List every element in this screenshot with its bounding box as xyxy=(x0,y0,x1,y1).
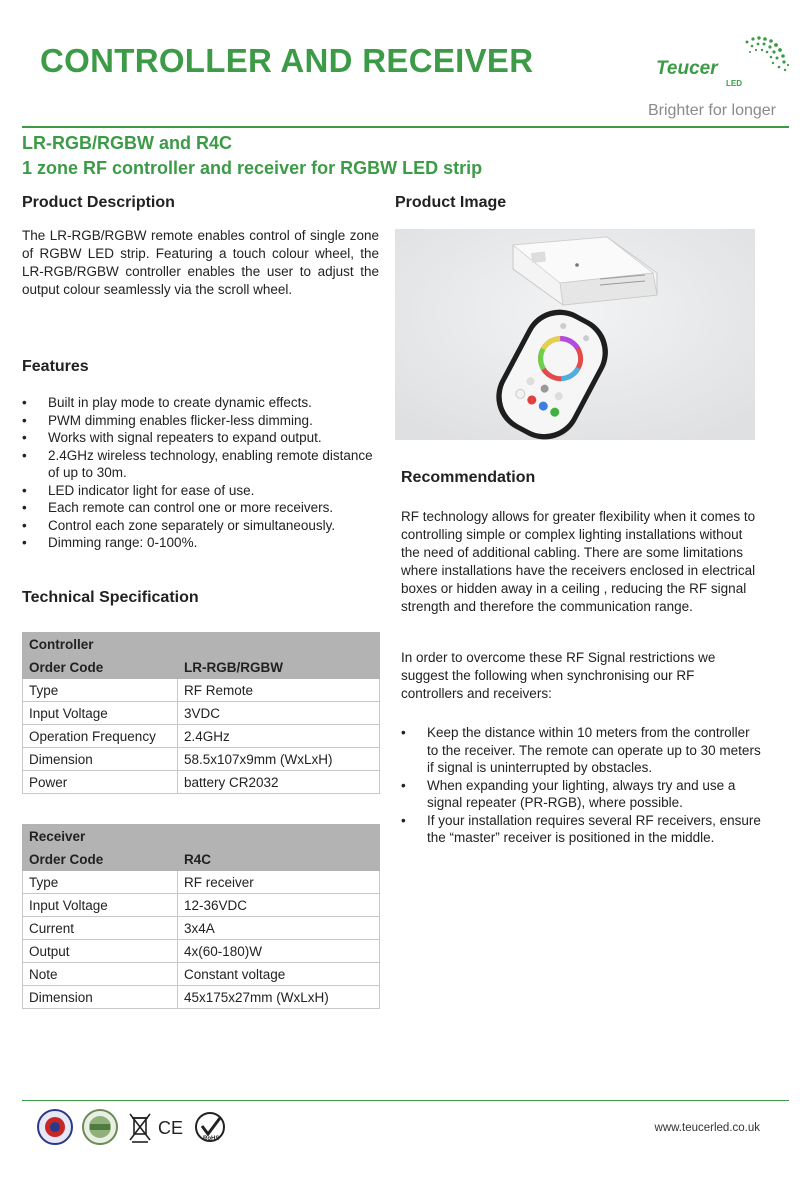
table-row: Note Constant voltage xyxy=(23,963,380,986)
header-divider xyxy=(22,126,789,128)
table-title: Controller xyxy=(23,633,380,656)
recommendation-paragraph-2: In order to overcome these RF Signal restrictions we suggest the following when synchronising our RF controllers and receivers: xyxy=(401,650,716,701)
list-item: • When expanding your lighting, always try and use a signal repeater (PR-RGB), where possible. xyxy=(401,777,763,812)
table-row: Power battery CR2032 xyxy=(23,771,380,794)
page-title: CONTROLLER AND RECEIVER xyxy=(40,42,534,79)
list-item: • Dimming range: 0-100%. xyxy=(22,534,374,552)
list-item: • LED indicator light for ease of use. xyxy=(22,482,374,500)
ce-mark-icon: CE xyxy=(158,1118,184,1138)
certificate-badge-icon xyxy=(38,1110,72,1144)
svg-text:Teucer: Teucer xyxy=(656,58,718,79)
tagline: Brighter for longer xyxy=(647,102,776,119)
svg-text:LED: LED xyxy=(726,79,742,88)
table-row: Input Voltage 12-36VDC xyxy=(23,894,380,917)
receiver-spec-table xyxy=(22,824,380,1009)
rohs-check-icon xyxy=(196,1113,224,1142)
table-row: Current 3x4A xyxy=(23,917,380,940)
recommendation-paragraph-1: RF technology allows for greater flexibility when it comes to controlling simple or complex lighting installations without the need of additional cabling. There are some limitations where installations have the receivers enclosed in electrical boxes or hidden away in a ceiling , reducing the RF signal strength and therefore the communication range. xyxy=(401,509,756,614)
table-row: Dimension 45x175x27mm (WxLxH) xyxy=(23,986,380,1009)
quality-seal-icon xyxy=(83,1110,117,1144)
features-list xyxy=(22,394,374,552)
list-item: • Built in play mode to create dynamic effects. xyxy=(22,394,374,412)
features-heading: Features xyxy=(22,358,89,375)
list-item: • Control each zone separately or simultaneously. xyxy=(22,517,374,535)
certification-logos xyxy=(32,1108,232,1146)
table-row: Order Code LR-RGB/RGBW xyxy=(23,656,380,679)
table-row: Output 4x(60-180)W xyxy=(23,940,380,963)
table-row: Type RF receiver xyxy=(23,871,380,894)
table-row: Type RF Remote xyxy=(23,679,380,702)
list-item: • Each remote can control one or more receivers. xyxy=(22,499,374,517)
website-link[interactable]: www.teucerled.co.uk xyxy=(654,1122,760,1134)
controller-spec-table xyxy=(22,632,380,794)
recommendation-list xyxy=(401,724,763,847)
table-row: Operation Frequency 2.4GHz xyxy=(23,725,380,748)
list-item: • 2.4GHz wireless technology, enabling remote distance of up to 30m. xyxy=(22,447,374,482)
recommendation-heading: Recommendation xyxy=(401,469,536,486)
tech-spec-heading: Technical Specification xyxy=(22,589,199,606)
list-item: • If your installation requires several RF receivers, ensure the “master” receiver is positioned in the middle. xyxy=(401,812,763,847)
table-row: Input Voltage 3VDC xyxy=(23,702,380,725)
product-description-text: The LR-RGB/RGBW remote enables control of single zone of RGBW LED strip. Featuring a touch colour wheel, the LR-RGB/RGBW controller enables the user to adjust the output colour seamlessly via the scroll wheel. xyxy=(22,228,379,297)
list-item: • Keep the distance within 10 meters from the controller to the receiver. The remote can operate up to 30 meters if signal is uninterrupted by obstacles. xyxy=(401,724,763,777)
list-item: • Works with signal repeaters to expand output. xyxy=(22,429,374,447)
product-description-heading: Product Description xyxy=(22,194,175,211)
product-image-heading: Product Image xyxy=(395,194,507,211)
product-photo xyxy=(395,229,755,440)
product-subtitle: 1 zone RF controller and receiver for RGBW LED strip xyxy=(22,158,483,178)
teucer-logo xyxy=(652,30,792,90)
list-item: • PWM dimming enables flicker-less dimming. xyxy=(22,412,374,430)
table-row: Order Code R4C xyxy=(23,848,380,871)
weee-bin-icon xyxy=(130,1114,150,1142)
footer-divider xyxy=(22,1100,789,1101)
table-row: Dimension 58.5x107x9mm (WxLxH) xyxy=(23,748,380,771)
table-title: Receiver xyxy=(23,825,380,848)
product-code: LR-RGB/RGBW and R4C xyxy=(22,133,232,153)
svg-text:RoHS: RoHS xyxy=(203,1136,220,1142)
